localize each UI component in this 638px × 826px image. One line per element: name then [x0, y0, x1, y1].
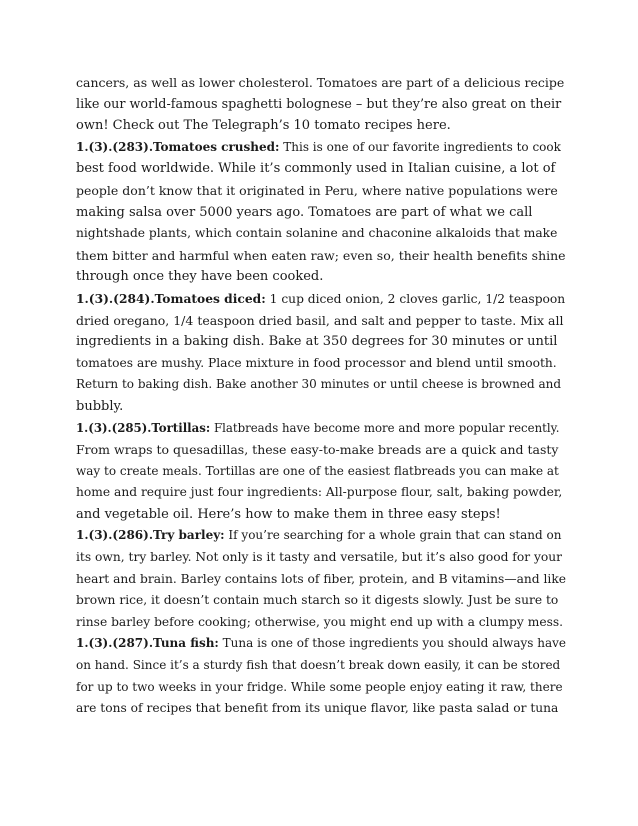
entry-text: and vegetable oil. Here’s how to make them in three easy steps!	[76, 506, 501, 522]
text-line	[76, 94, 566, 116]
text-line	[76, 569, 566, 591]
entry-text: people don’t know that it originated in Peru, where native populations were	[76, 182, 558, 198]
text-line	[76, 331, 566, 353]
entry-text: ingredients in a baking dish. Bake at 350 degrees for 30 minutes or until	[76, 334, 558, 350]
entry-text: them bitter and harmful when eaten raw; even so, their health benefits shine	[76, 247, 566, 263]
entry-text: for up to two weeks in your fridge. While some people enjoy eating it raw, there	[76, 679, 563, 694]
text-line	[76, 158, 566, 180]
text-line	[76, 590, 566, 612]
entry-text: own! Check out The Telegraph’s 10 tomato recipes here.	[76, 118, 451, 134]
text-line	[76, 439, 566, 461]
text-line	[76, 180, 566, 202]
text-line	[76, 288, 566, 310]
entry-text: This is one of our favorite ingredients to cook	[279, 139, 561, 154]
entry-text: making salsa over 5000 years ago. Tomatoes are part of what we call	[76, 204, 533, 220]
document-body	[76, 72, 566, 720]
entry-text: nightshade plants, which contain solanine and chaconine alkaloids that make	[76, 226, 558, 241]
entry-heading: 1.(3).(283).Tomatoes crushed:	[76, 139, 280, 154]
text-line	[76, 612, 566, 634]
entry-text: are tons of recipes that benefit from its unique flavor, like pasta salad or tuna	[76, 701, 559, 716]
text-line	[76, 698, 566, 720]
entry-text: tomatoes are mushy. Place mixture in food processor and blend until smooth.	[76, 355, 557, 370]
entry-text: way to create meals. Tortillas are one of the easiest flatbreads you can make at	[76, 463, 559, 478]
entry-heading: 1.(3).(284).Tomatoes diced:	[76, 290, 266, 306]
entry-text: its own, try barley. Not only is it tasty and versatile, but it’s also good for your	[76, 550, 562, 565]
text-line	[76, 504, 566, 526]
entry-heading: 1.(3).(285).Tortillas:	[76, 420, 211, 435]
entry-text: From wraps to quesadillas, these easy-to-make breads are a quick and tasty	[76, 442, 559, 458]
text-line	[76, 396, 566, 418]
text-line	[76, 374, 566, 396]
text-line	[76, 137, 566, 159]
entry-text: rinse barley before cooking; otherwise, you might end up with a clumpy mess.	[76, 614, 564, 629]
entry-text: through once they have been cooked.	[76, 269, 324, 285]
text-line	[76, 245, 566, 267]
text-line	[76, 547, 566, 569]
text-line	[76, 655, 566, 677]
text-line	[76, 353, 566, 375]
text-line	[76, 310, 566, 332]
entry-heading: 1.(3).(286).Try barley:	[76, 528, 225, 543]
entry-text: home and require just four ingredients: All-purpose flour, salt, baking powder,	[76, 485, 563, 500]
entry-text: Flatbreads have become more and more popular recently.	[210, 420, 560, 435]
text-line	[76, 115, 566, 137]
entry-text: cancers, as well as lower cholesterol. Tomatoes are part of a delicious recipe	[76, 75, 565, 90]
text-line	[76, 677, 566, 699]
entry-text: heart and brain. Barley contains lots of fiber, protein, and B vitamins—and like	[76, 571, 567, 586]
text-line	[76, 525, 566, 547]
text-line	[76, 482, 566, 504]
entry-text: Return to baking dish. Bake another 30 minutes or until cheese is browned and	[76, 377, 562, 392]
text-line	[76, 418, 566, 440]
text-line	[76, 72, 566, 94]
text-line	[76, 266, 566, 288]
entry-text: If you’re searching for a whole grain that can stand on	[224, 528, 562, 543]
text-line	[76, 223, 566, 245]
entry-text: like our world-famous spaghetti bolognese – but they’re also great on their	[76, 96, 562, 112]
entry-text: bubbly.	[76, 398, 124, 414]
entry-text: 1 cup diced onion, 2 cloves garlic, 1/2 teaspoon	[265, 291, 566, 306]
text-line	[76, 461, 566, 483]
entry-heading: 1.(3).(287).Tuna fish:	[76, 636, 219, 651]
entry-text: Tuna is one of those ingredients you should always have	[218, 636, 566, 651]
text-line	[76, 202, 566, 224]
entry-text: dried oregano, 1/4 teaspoon dried basil, and salt and pepper to taste. Mix all	[76, 312, 564, 328]
entry-text: best food worldwide. While it’s commonly used in Italian cuisine, a lot of	[76, 161, 556, 177]
text-line	[76, 633, 566, 655]
entry-text: brown rice, it doesn’t contain much starch so it digests slowly. Just be sure to	[76, 593, 559, 608]
entry-text: on hand. Since it’s a sturdy fish that doesn’t break down easily, it can be stored	[76, 658, 561, 673]
